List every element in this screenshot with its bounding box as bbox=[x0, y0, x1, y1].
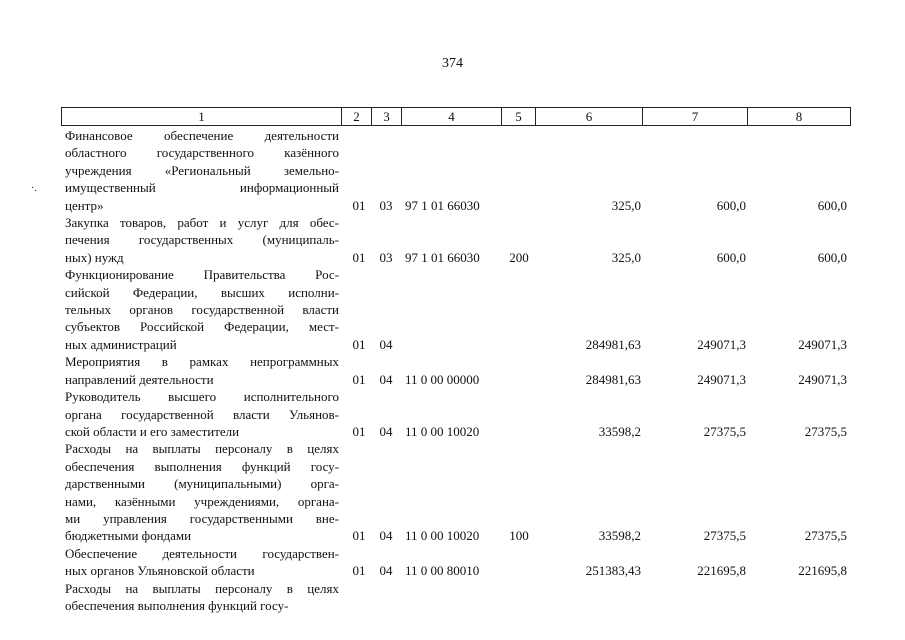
column-header-8: 8 bbox=[748, 108, 851, 126]
table-row bbox=[61, 580, 850, 615]
amount-col-6: 325,0 bbox=[611, 197, 641, 213]
amount-col-7: 600,0 bbox=[716, 249, 746, 265]
description-line: ской области и его заместители bbox=[65, 423, 240, 439]
amount-col-7: 27375,5 bbox=[703, 423, 746, 439]
subsection-code: 04 bbox=[379, 563, 393, 579]
row-values bbox=[61, 249, 850, 266]
description-line: бюджетными фондами bbox=[65, 528, 192, 544]
subsection-code: 04 bbox=[379, 528, 393, 544]
row-values bbox=[61, 336, 850, 353]
description-line: ных органов Ульяновской области bbox=[65, 563, 255, 579]
description-line: направлений деятельности bbox=[65, 371, 214, 387]
amount-col-8: 27375,5 bbox=[804, 423, 847, 439]
amount-col-6: 33598,2 bbox=[598, 423, 641, 439]
description-line: тельных органов государственной власти bbox=[65, 302, 339, 318]
description-line: Финансовое обеспечение деятельности bbox=[65, 128, 339, 143]
amount-col-7: 221695,8 bbox=[697, 563, 746, 579]
amount-col-8: 600,0 bbox=[817, 197, 847, 213]
description-line: Обеспечение деятельности государствен- bbox=[65, 545, 339, 561]
amount-col-8: 600,0 bbox=[817, 249, 847, 265]
target-article-code: 97 1 01 66030 bbox=[405, 249, 480, 265]
amount-col-7: 249071,3 bbox=[697, 336, 746, 352]
amount-col-8: 249071,3 bbox=[798, 371, 847, 387]
description-line: Мероприятия в рамках непрограммных bbox=[65, 354, 339, 370]
target-article-code: 97 1 01 66030 bbox=[405, 197, 480, 213]
description-line: имущественный информационный bbox=[65, 180, 339, 196]
description-line: Функционирование Правительства Рос- bbox=[65, 267, 339, 283]
table-row bbox=[61, 127, 850, 214]
amount-col-7: 27375,5 bbox=[703, 528, 746, 544]
column-header-7: 7 bbox=[643, 108, 748, 126]
amount-col-6: 33598,2 bbox=[598, 528, 641, 544]
amount-col-8: 221695,8 bbox=[798, 563, 847, 579]
row-values bbox=[61, 527, 850, 544]
description-line: органа государственной власти Ульянов- bbox=[65, 406, 339, 422]
expense-type-code: 200 bbox=[509, 249, 529, 265]
description-line: Руководитель высшего исполнительного bbox=[65, 389, 339, 405]
description-line: нами, казёнными учреждениями, органа- bbox=[65, 493, 339, 509]
subsection-code: 03 bbox=[379, 197, 393, 213]
description-line: обеспечения выполнения функций госу- bbox=[65, 458, 339, 474]
amount-col-8: 249071,3 bbox=[798, 336, 847, 352]
section-code: 01 bbox=[352, 563, 366, 579]
stray-mark: ·. bbox=[31, 183, 37, 194]
description-line: Закупка товаров, работ и услуг для обес- bbox=[65, 215, 339, 231]
target-article-code: 11 0 00 00000 bbox=[405, 371, 480, 387]
budget-table-body bbox=[61, 127, 850, 614]
amount-col-6: 325,0 bbox=[611, 249, 641, 265]
amount-col-6: 284981,63 bbox=[585, 371, 641, 387]
subsection-code: 04 bbox=[379, 336, 393, 352]
row-values bbox=[61, 197, 850, 214]
section-code: 01 bbox=[352, 197, 366, 213]
section-code: 01 bbox=[352, 423, 366, 439]
table-row bbox=[61, 353, 850, 388]
section-code: 01 bbox=[352, 371, 366, 387]
page-number: 374 bbox=[442, 56, 463, 71]
target-article-code: 11 0 00 80010 bbox=[405, 563, 480, 579]
description-line: Расходы на выплаты персоналу в целях bbox=[65, 580, 339, 596]
column-header-2: 2 bbox=[342, 108, 372, 126]
amount-col-7: 249071,3 bbox=[697, 371, 746, 387]
description-line: ных) нужд bbox=[65, 249, 124, 265]
subsection-code: 04 bbox=[379, 371, 393, 387]
amount-col-6: 284981,63 bbox=[585, 336, 641, 352]
description-line: печения государственных (муниципаль- bbox=[65, 232, 339, 248]
column-header-row bbox=[62, 108, 851, 126]
column-header-6: 6 bbox=[536, 108, 643, 126]
subsection-code: 04 bbox=[379, 423, 393, 439]
row-values bbox=[61, 371, 850, 388]
description-line: дарственными (муниципальными) орга- bbox=[65, 476, 339, 492]
table-row bbox=[61, 214, 850, 266]
description-line: ных администраций bbox=[65, 336, 177, 352]
row-values bbox=[61, 597, 850, 614]
target-article-code: 11 0 00 10020 bbox=[405, 528, 480, 544]
description-line: центр» bbox=[65, 197, 104, 213]
description-line: обеспечения выполнения функций госу- bbox=[65, 597, 289, 613]
table-row bbox=[61, 440, 850, 544]
description-line: областного государственного казённого bbox=[65, 145, 339, 161]
column-header-3: 3 bbox=[372, 108, 402, 126]
table-row bbox=[61, 388, 850, 440]
section-code: 01 bbox=[352, 336, 366, 352]
row-values bbox=[61, 562, 850, 579]
subsection-code: 03 bbox=[379, 249, 393, 265]
description-line: Расходы на выплаты персоналу в целях bbox=[65, 441, 339, 457]
column-header-4: 4 bbox=[402, 108, 502, 126]
description-line: сийской Федерации, высших исполни- bbox=[65, 284, 339, 300]
row-values bbox=[61, 423, 850, 440]
table-row bbox=[61, 266, 850, 353]
target-article-code: 11 0 00 10020 bbox=[405, 423, 480, 439]
table-row bbox=[61, 545, 850, 580]
column-header-table bbox=[61, 107, 851, 126]
description-line: учреждения «Региональный земельно- bbox=[65, 162, 339, 178]
section-code: 01 bbox=[352, 249, 366, 265]
description-line: ми управления государственными вне- bbox=[65, 510, 339, 526]
section-code: 01 bbox=[352, 528, 366, 544]
amount-col-6: 251383,43 bbox=[585, 563, 641, 579]
column-header-1: 1 bbox=[62, 108, 342, 126]
amount-col-8: 27375,5 bbox=[804, 528, 847, 544]
expense-type-code: 100 bbox=[509, 528, 529, 544]
description-line: субъектов Российской Федерации, мест- bbox=[65, 319, 339, 335]
amount-col-7: 600,0 bbox=[716, 197, 746, 213]
column-header-5: 5 bbox=[502, 108, 536, 126]
